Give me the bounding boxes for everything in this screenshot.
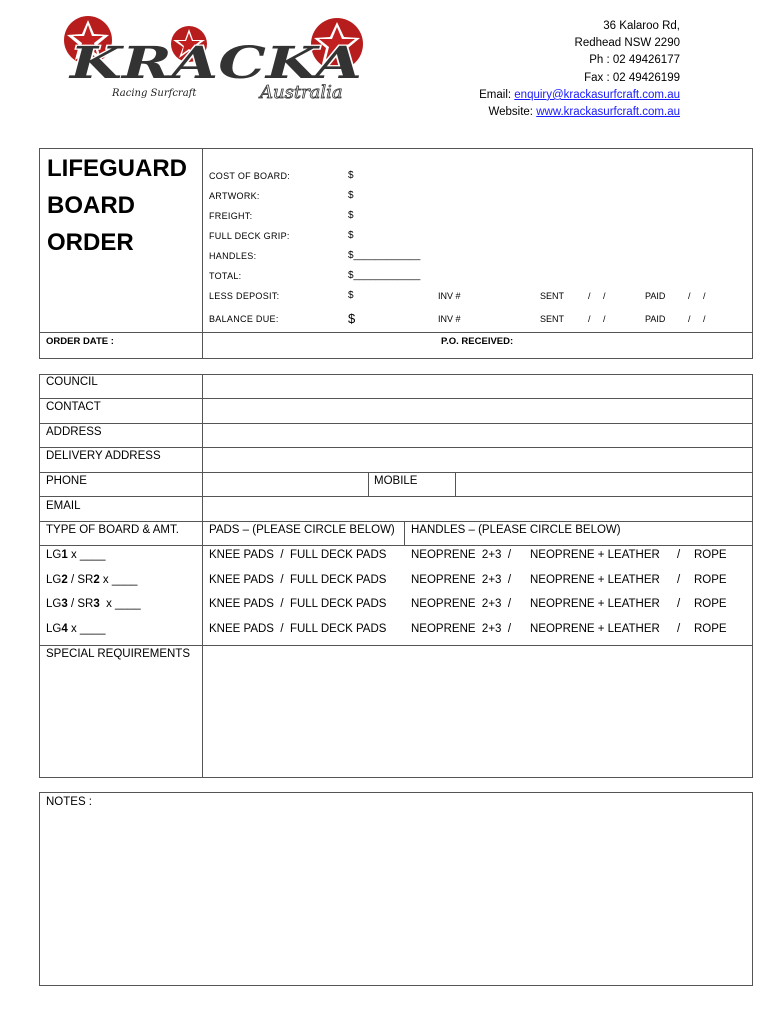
handles-neoprene-option[interactable]: NEOPRENE 2+3 /: [411, 598, 512, 610]
full-deck-grip-amount[interactable]: $: [348, 230, 354, 241]
deposit-sent-label: SENT: [540, 291, 565, 301]
board-type-lg2-sr2: LG2 / SR2 x ____: [46, 574, 138, 586]
notes-label: NOTES :: [46, 796, 93, 808]
deposit-paid-date[interactable]: / /: [688, 291, 706, 301]
divider: [39, 521, 753, 522]
handles-leather-option[interactable]: NEOPRENE + LEATHER: [530, 549, 660, 561]
mobile-input[interactable]: [456, 473, 752, 496]
divider: [202, 148, 203, 359]
handles-rope-option[interactable]: ROPE: [694, 598, 727, 610]
council-input[interactable]: [203, 375, 752, 398]
company-email-line: [479, 87, 680, 104]
divider: [404, 521, 405, 545]
address-input[interactable]: [203, 424, 752, 447]
special-requirements-input[interactable]: [203, 646, 752, 777]
freight-label: FREIGHT:: [209, 211, 253, 221]
delivery-address-label: DELIVERY ADDRESS: [46, 450, 161, 462]
brand-region: Australia: [260, 82, 343, 103]
total-amount[interactable]: $____________: [348, 270, 421, 281]
company-suburb: Redhead NSW 2290: [574, 37, 680, 50]
company-fax: Fax : 02 49426199: [584, 71, 680, 84]
artwork-label: ARTWORK:: [209, 191, 260, 201]
page-title: [47, 150, 187, 261]
address-label: ADDRESS: [46, 426, 102, 438]
email-label: EMAIL: [46, 500, 81, 512]
company-street: 36 Kalaroo Rd,: [603, 20, 680, 32]
divider: [368, 472, 369, 496]
cost-of-board-label: COST OF BOARD:: [209, 171, 291, 181]
contact-input[interactable]: [203, 399, 752, 423]
handles-separator: /: [677, 574, 681, 586]
pads-options-row-3[interactable]: KNEE PADS / FULL DECK PADS: [209, 598, 387, 610]
handles-neoprene-option[interactable]: NEOPRENE 2+3 /: [411, 549, 512, 561]
divider: [39, 332, 753, 333]
artwork-amount[interactable]: $: [348, 190, 354, 201]
balance-due-label: BALANCE DUE:: [209, 314, 279, 324]
handles-header: HANDLES – (PLEASE CIRCLE BELOW): [411, 524, 621, 536]
handles-separator: /: [677, 549, 681, 561]
handles-neoprene-option[interactable]: NEOPRENE 2+3 /: [411, 623, 512, 635]
special-requirements-label: SPECIAL REQUIREMENTS: [46, 648, 190, 660]
less-deposit-amount[interactable]: $: [348, 290, 354, 301]
handles-separator: /: [677, 598, 681, 610]
board-type-lg1: LG1 x ____: [46, 549, 106, 561]
kracka-logo: [48, 14, 370, 106]
handles-neoprene-option[interactable]: NEOPRENE 2+3 /: [411, 574, 512, 586]
title-line-3: ORDER: [47, 229, 134, 256]
handles-leather-option[interactable]: NEOPRENE + LEATHER: [530, 623, 660, 635]
notes-box[interactable]: [39, 792, 753, 986]
total-label: TOTAL:: [209, 271, 242, 281]
balance-sent-date[interactable]: / /: [588, 314, 606, 324]
pads-header: PADS – (PLEASE CIRCLE BELOW): [209, 524, 395, 536]
company-website-line: [479, 104, 680, 121]
website-link[interactable]: www.krackasurfcraft.com.au: [536, 106, 680, 119]
pads-options-row-4[interactable]: KNEE PADS / FULL DECK PADS: [209, 623, 387, 635]
cost-of-board-amount[interactable]: $: [348, 170, 354, 181]
brand-tagline: Racing Surfcraft: [112, 88, 197, 99]
freight-amount[interactable]: $: [348, 210, 354, 221]
handles-label: HANDLES:: [209, 251, 257, 261]
balance-sent-label: SENT: [540, 314, 565, 324]
company-address-block: [479, 18, 680, 121]
handles-leather-option[interactable]: NEOPRENE + LEATHER: [530, 598, 660, 610]
handles-rope-option[interactable]: ROPE: [694, 549, 727, 561]
email-link[interactable]: enquiry@krackasurfcraft.com.au: [514, 88, 680, 101]
balance-paid-label: PAID: [645, 314, 666, 324]
handles-leather-option[interactable]: NEOPRENE + LEATHER: [530, 574, 660, 586]
handles-rope-option[interactable]: ROPE: [694, 574, 727, 586]
order-date-label: ORDER DATE :: [46, 336, 114, 347]
board-type-lg3-sr3: LG3 / SR3 x ____: [46, 598, 141, 610]
phone-input[interactable]: [203, 473, 368, 496]
handles-amount[interactable]: $____________: [348, 250, 421, 261]
less-deposit-label: LESS DEPOSIT:: [209, 291, 280, 301]
handles-separator: /: [677, 623, 681, 635]
company-phone: Ph : 02 49426177: [589, 54, 680, 67]
deposit-sent-date[interactable]: / /: [588, 291, 606, 301]
email-input[interactable]: [203, 497, 752, 521]
contact-label: CONTACT: [46, 401, 101, 413]
deposit-paid-label: PAID: [645, 291, 666, 301]
handles-rope-option[interactable]: ROPE: [694, 623, 727, 635]
type-of-board-header: TYPE OF BOARD & AMT.: [46, 524, 179, 536]
council-label: COUNCIL: [46, 376, 98, 388]
delivery-address-input[interactable]: [203, 448, 752, 472]
pads-options-row-2[interactable]: KNEE PADS / FULL DECK PADS: [209, 574, 387, 586]
full-deck-grip-label: FULL DECK GRIP:: [209, 231, 290, 241]
mobile-label: MOBILE: [374, 475, 418, 487]
balance-inv-label: INV #: [438, 314, 461, 324]
po-received-label: P.O. RECEIVED:: [441, 336, 514, 347]
title-line-2: BOARD: [47, 192, 135, 219]
deposit-inv-label: INV #: [438, 291, 461, 301]
email-label: Email:: [479, 88, 515, 101]
title-line-1: LIFEGUARD: [47, 155, 187, 182]
balance-paid-date[interactable]: / /: [688, 314, 706, 324]
balance-due-amount[interactable]: $: [348, 311, 356, 326]
divider: [39, 545, 753, 546]
phone-label: PHONE: [46, 475, 87, 487]
brand-wordmark: KRACKA: [67, 38, 362, 89]
website-label: Website:: [488, 106, 537, 119]
pads-options-row-1[interactable]: KNEE PADS / FULL DECK PADS: [209, 549, 387, 561]
board-type-lg4: LG4 x ____: [46, 623, 106, 635]
